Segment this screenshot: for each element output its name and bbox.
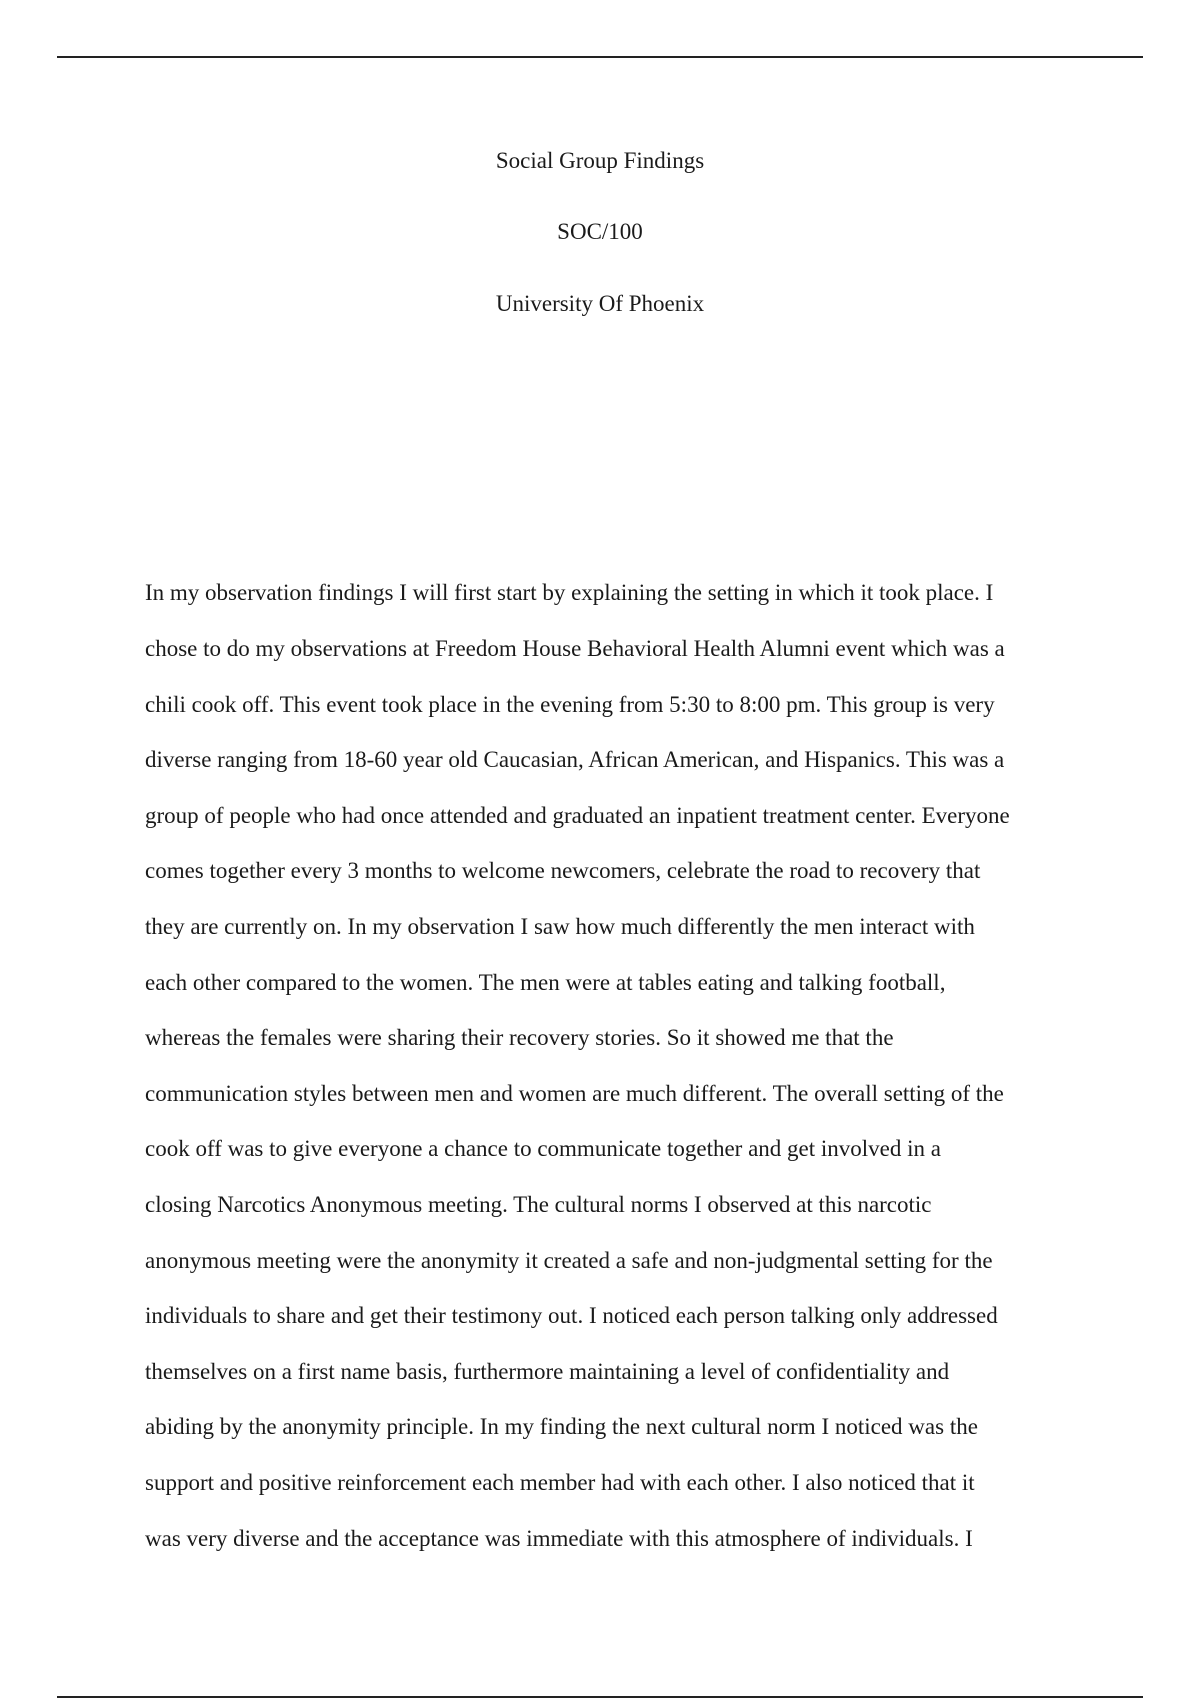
body-line: they are currently on. In my observation I saw how much differently the men interact with [145, 914, 975, 939]
body-line: individuals to share and get their testimony out. I noticed each person talking only addressed [145, 1303, 998, 1328]
body-line: communication styles between men and women are much different. The overall setting of the [145, 1081, 1004, 1106]
institution-name: University Of Phoenix [495, 291, 705, 316]
body-line: chili cook off. This event took place in the evening from 5:30 to 8:00 pm. This group is very [145, 692, 995, 717]
body-line: abiding by the anonymity principle. In my finding the next cultural norm I noticed was the [145, 1414, 978, 1439]
body-line: support and positive reinforcement each member had with each other. I also noticed that it [145, 1470, 975, 1495]
page-top-rule [57, 56, 1143, 58]
body-line: was very diverse and the acceptance was immediate with this atmosphere of individuals. I [145, 1526, 973, 1551]
page-bottom-rule [57, 1696, 1143, 1698]
body-line: group of people who had once attended and graduated an inpatient treatment center. Everyone [145, 803, 1010, 828]
body-line: whereas the females were sharing their recovery stories. So it showed me that the [145, 1025, 894, 1050]
body-line: anonymous meeting were the anonymity it created a safe and non-judgmental setting for the [145, 1248, 993, 1273]
body-line: closing Narcotics Anonymous meeting. The cultural norms I observed at this narcotic [145, 1192, 932, 1217]
course-code: SOC/100 [557, 219, 643, 244]
body-line: chose to do my observations at Freedom House Behavioral Health Alumni event which was a [145, 636, 1005, 661]
body-line: cook off was to give everyone a chance to communicate together and get involved in a [145, 1136, 941, 1161]
body-line: comes together every 3 months to welcome newcomers, celebrate the road to recovery that [145, 858, 981, 883]
body-line: each other compared to the women. The men were at tables eating and talking football, [145, 970, 946, 995]
body-line: In my observation findings I will first start by explaining the setting in which it took place. I [145, 580, 994, 605]
body-line: themselves on a first name basis, furthermore maintaining a level of confidentiality and [145, 1359, 950, 1384]
body-line: diverse ranging from 18-60 year old Caucasian, African American, and Hispanics. This was a [145, 747, 1005, 772]
paper-title: Social Group Findings [495, 148, 705, 173]
